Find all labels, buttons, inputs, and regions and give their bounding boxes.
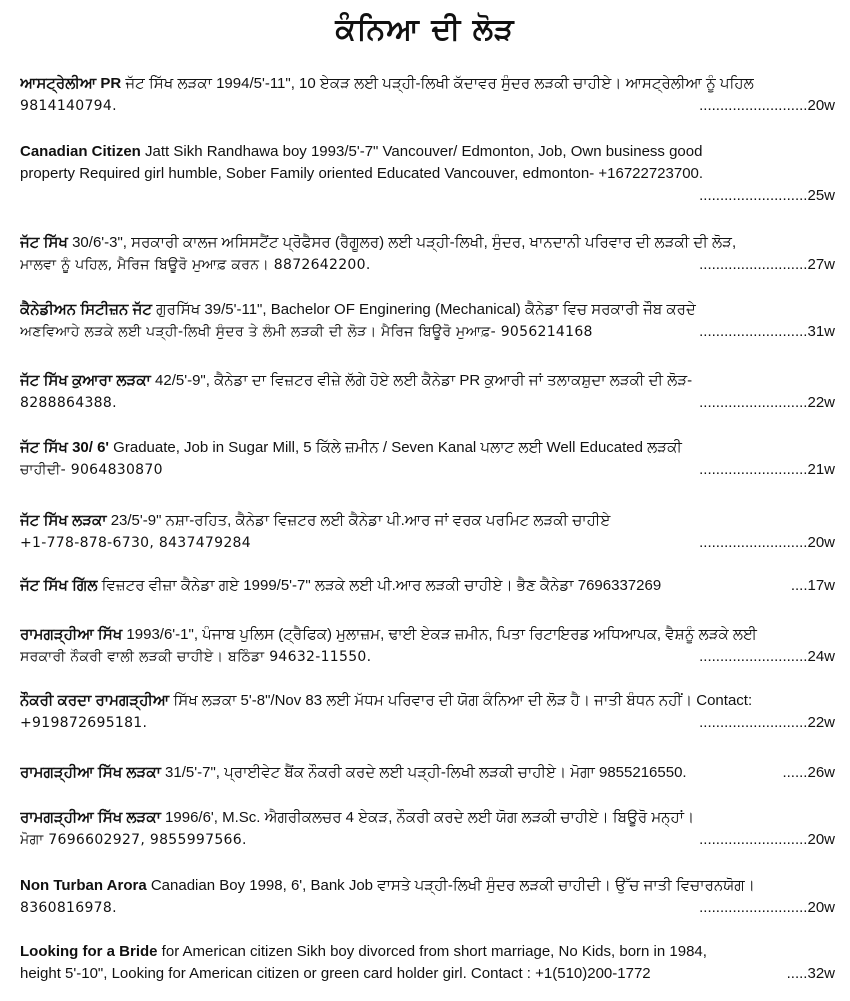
ad-text: ਵਿਜ਼ਟਰ ਵੀਜ਼ਾ ਕੈਨੇਡਾ ਗਏ 1999/5'-7" ਲੜਕੇ ਲਈ ਪੀ.ਆਰ ਲੜਕੀ ਚਾਹੀਏ। ਭੈਣ ਕੈਨੇਡਾ 7696337269	[97, 577, 662, 594]
ad-code: .....32w	[786, 965, 835, 982]
ad-line	[20, 575, 835, 597]
ad-line	[20, 624, 835, 646]
ad-text: 1993/6'-1", ਪੰਜਾਬ ਪੁਲਿਸ (ਟ੍ਰੈਫਿਕ) ਮੁਲਾਜ਼ਮ, ਢਾਈ ਏਕੜ ਜ਼ਮੀਨ, ਪਿਤਾ ਰਿਟਾਇਰਡ ਅਧਿਆਪਕ, ਵੈਸ਼ਨੂੰ ਲੜਕੇ ਲਈ	[122, 626, 757, 643]
ad-lead: ਜੱਟ ਸਿੱਖ ਗਿੱਲ	[20, 577, 98, 594]
ad-lead: ਨੌਕਰੀ ਕਰਦਾ ਰਾਮਗੜ੍ਹੀਆ	[20, 692, 170, 709]
classified-ad	[20, 624, 835, 672]
ad-code: ..........................24w	[699, 648, 835, 665]
ad-line	[20, 141, 835, 163]
ad-lead: ਰਾਮਗੜ੍ਹੀਆ ਸਿੱਖ	[20, 626, 123, 643]
classified-ad	[20, 941, 835, 989]
ad-text: for American citizen Sikh boy divorced from short marriage, No Kids, born in 1984,	[157, 943, 707, 960]
ad-lead: Looking for a Bride	[20, 943, 158, 960]
classified-ad	[20, 510, 835, 558]
ad-line	[20, 299, 835, 321]
classified-ad	[20, 370, 835, 418]
ad-code: ..........................20w	[699, 534, 835, 551]
page-title: ਕੰਨਿਆ ਦੀ ਲੋੜ	[335, 12, 515, 47]
classified-ad	[20, 575, 835, 599]
ad-text: ਗੁਰਸਿੱਖ 39/5'-11", Bachelor OF Enginering (Mechanical) ਕੈਨੇਡਾ ਵਿਚ ਸਰਕਾਰੀ ਜੌਬ ਕਰਦੇ	[152, 301, 696, 318]
ad-lead: ਜੱਟ ਸਿੱਖ	[20, 234, 68, 251]
classified-ad	[20, 141, 835, 207]
ad-text: ਸਿੱਖ ਲੜਕਾ 5'-8"/Nov 83 ਲਈ ਮੱਧਮ ਪਰਿਵਾਰ ਦੀ ਯੋਗ ਕੰਨਿਆ ਦੀ ਲੋੜ ਹੈ। ਜਾਤੀ ਬੰਧਨ ਨਹੀਂ। Contact:	[169, 692, 753, 709]
ad-contact: ਮਾਲਵਾ ਨੂੰ ਪਹਿਲ, ਮੈਰਿਜ ਬਿਊਰੋ ਮੁਆਫ਼ ਕਰਨ। 8872642200.	[20, 257, 371, 273]
ad-line	[20, 370, 835, 392]
classified-ad	[20, 762, 835, 786]
ad-text: height 5'-10", Looking for American citizen or green card holder girl. Contact : +1(510)200-1772	[20, 965, 651, 982]
ad-lead: Non Turban Arora	[20, 877, 147, 894]
ad-contact: ਮੋਗਾ 7696602927, 9855997566.	[20, 832, 247, 848]
ad-lead: ਰਾਮਗੜ੍ਹੀਆ ਸਿੱਖ ਲੜਕਾ	[20, 764, 161, 781]
ad-line: property Required girl humble, Sober Family oriented Educated Vancouver, edmonton- +16722723700.	[20, 165, 704, 182]
classified-ad	[20, 690, 835, 738]
ad-line	[20, 232, 835, 254]
ad-code: ......26w	[782, 764, 835, 781]
ad-code: ..........................20w	[699, 899, 835, 916]
ad-lead: ਜੱਟ ਸਿੱਖ 30/ 6'	[20, 439, 110, 456]
ad-code: ....17w	[790, 577, 835, 594]
classified-ad	[20, 73, 835, 121]
ad-contact: 8288864388.	[20, 395, 117, 411]
ad-line	[20, 73, 835, 95]
ad-text: 42/5'-9", ਕੈਨੇਡਾ ਦਾ ਵਿਜ਼ਟਰ ਵੀਜ਼ੇ ਲੱਗੇ ਹੋਏ ਲਈ ਕੈਨੇਡਾ PR ਕੁਆਰੀ ਜਾਂ ਤਲਾਕਸ਼ੁਦਾ ਲੜਕੀ ਦੀ ਲੋੜ-	[150, 372, 693, 389]
ad-line	[20, 963, 835, 985]
ad-code: ..........................20w	[699, 831, 835, 848]
ad-lead: Canadian Citizen	[20, 143, 141, 160]
ad-line	[20, 807, 835, 829]
classified-ad	[20, 437, 835, 485]
ad-text: 30/6'-3", ਸਰਕਾਰੀ ਕਾਲਜ ਅਸਿਸਟੈਂਟ ਪ੍ਰੋਫੈਸਰ (ਰੈਗੂਲਰ) ਲਈ ਪੜ੍ਹੀ-ਲਿਖੀ, ਸੁੰਦਰ, ਖਾਨਦਾਨੀ ਪਰਿਵਾਰ ਦੀ ਲੜਕੀ ਦੀ ਲੋੜ,	[67, 234, 737, 251]
ad-contact: ਸਰਕਾਰੀ ਨੌਕਰੀ ਵਾਲੀ ਲੜਕੀ ਚਾਹੀਏ। ਬਠਿੰਡਾ 94632-11550.	[20, 649, 372, 665]
ad-line	[20, 510, 835, 532]
ad-line	[20, 690, 835, 712]
ad-line	[20, 762, 835, 784]
ad-text: Graduate, Job in Sugar Mill, 5 ਕਿੱਲੇ ਜ਼ਮੀਨ / Seven Kanal ਪਲਾਟ ਲਈ Well Educated ਲੜਕੀ	[109, 439, 682, 456]
ad-contact: 9814140794.	[20, 98, 117, 114]
ad-code: ..........................31w	[699, 323, 835, 340]
ad-text: 31/5'-7", ਪ੍ਰਾਈਵੇਟ ਬੈਂਕ ਨੌਕਰੀ ਕਰਦੇ ਲਈ ਪੜ੍ਹੀ-ਲਿਖੀ ਲੜਕੀ ਚਾਹੀਏ। ਮੋਗਾ 9855216550.	[160, 764, 687, 781]
ad-code: ..........................22w	[699, 394, 835, 411]
ad-line	[20, 875, 835, 897]
classified-ad	[20, 875, 835, 923]
ad-text: 23/5'-9" ਨਸ਼ਾ-ਰਹਿਤ, ਕੈਨੇਡਾ ਵਿਜ਼ਟਰ ਲਈ ਕੈਨੇਡਾ ਪੀ.ਆਰ ਜਾਂ ਵਰਕ ਪਰਮਿਟ ਲੜਕੀ ਚਾਹੀਏ	[106, 512, 611, 529]
ad-contact: +1-778-878-6730, 8437479284	[20, 535, 251, 551]
ad-code: ..........................27w	[699, 256, 835, 273]
ad-contact: ਅਣਵਿਆਹੇ ਲੜਕੇ ਲਈ ਪੜ੍ਹੀ-ਲਿਖੀ ਸੁੰਦਰ ਤੇ ਲੰਮੀ ਲੜਕੀ ਦੀ ਲੋੜ। ਮੈਰਿਜ ਬਿਊਰੋ ਮੁਆਫ਼- 9056214168	[20, 324, 593, 340]
ad-lead: ਕੈਨੇਡੀਅਨ ਸਿਟੀਜ਼ਨ ਜੱਟ	[20, 301, 152, 318]
ad-lead: ਜੱਟ ਸਿੱਖ ਲੜਕਾ	[20, 512, 107, 529]
ad-contact: +919872695181.	[20, 715, 148, 731]
ad-code: ..........................25w	[699, 187, 835, 204]
ad-lead: ਜੱਟ ਸਿੱਖ ਕੁਆਰਾ ਲੜਕਾ	[20, 372, 151, 389]
ad-text: 1996/6', M.Sc. ਐਗਰੀਕਲਚਰ 4 ਏਕੜ, ਨੌਕਰੀ ਕਰਦੇ ਲਈ ਯੋਗ ਲੜਕੀ ਚਾਹੀਏ। ਬਿਊਰੋ ਮਨ੍ਹਾਂ।	[160, 809, 695, 826]
ad-contact: 8360816978.	[20, 900, 117, 916]
classified-ad	[20, 299, 835, 347]
ad-lead: ਰਾਮਗੜ੍ਹੀਆ ਸਿੱਖ ਲੜਕਾ	[20, 809, 161, 826]
ad-lead: ਆਸਟ੍ਰੇਲੀਆ PR	[20, 75, 122, 92]
ad-text: Jatt Sikh Randhawa boy 1993/5'-7" Vancouver/ Edmonton, Job, Own business good	[140, 143, 703, 160]
ad-text: ਜੱਟ ਸਿੱਖ ਲੜਕਾ 1994/5'-11", 10 ਏਕੜ ਲਈ ਪੜ੍ਹੀ-ਲਿਖੀ ਕੱਦਾਵਰ ਸੁੰਦਰ ਲੜਕੀ ਚਾਹੀਏ। ਆਸਟ੍ਰੇਲੀਆ ਨੂੰ ਪਹਿਲ	[121, 75, 754, 92]
ad-code: ..........................22w	[699, 714, 835, 731]
ad-code: ..........................20w	[699, 97, 835, 114]
ad-code: ..........................21w	[699, 461, 835, 478]
ad-line	[20, 437, 835, 459]
classified-ad	[20, 807, 835, 855]
classified-ad	[20, 232, 835, 280]
ad-contact: ਚਾਹੀਦੀ- 9064830870	[20, 462, 163, 478]
ad-line	[20, 941, 835, 963]
ad-text: Canadian Boy 1998, 6', Bank Job ਵਾਸਤੇ ਪੜ੍ਹੀ-ਲਿਖੀ ਸੁੰਦਰ ਲੜਕੀ ਚਾਹੀਦੀ। ਉੱਚ ਜਾਤੀ ਵਿਚਾਰਨਯੋਗ।	[146, 877, 755, 894]
